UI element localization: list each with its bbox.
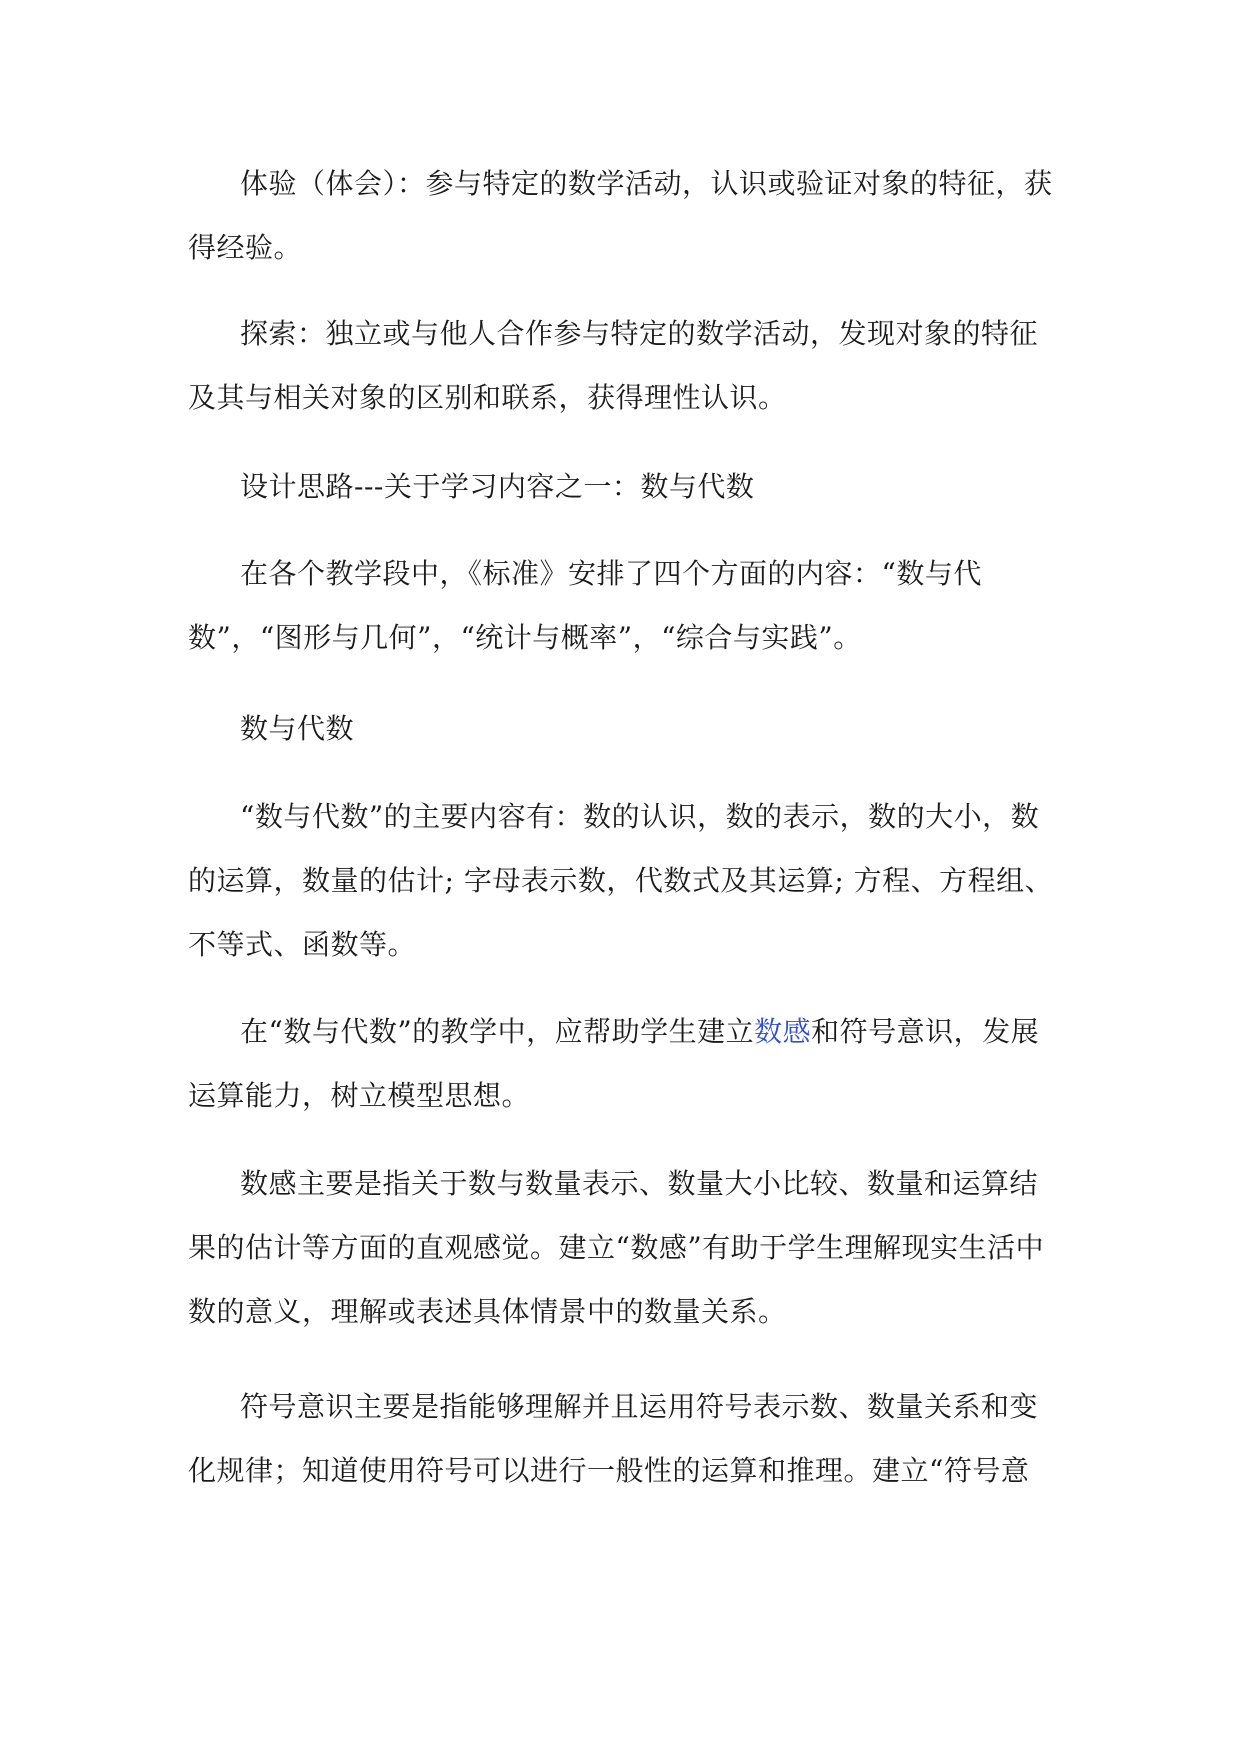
paragraph-design-idea-heading: 设计思路---关于学习内容之一：数与代数 xyxy=(240,470,755,503)
number-sense-link[interactable]: 数感 xyxy=(754,1015,812,1048)
paragraph-symbol-sense: 符号意识主要是指能够理解并且运用符号表示数、数量关系和变化规律；知道使用符号可以进行一般性的运算和推理。建立“符号意 xyxy=(188,1390,1039,1487)
paragraph-number-algebra-content: “数与代数”的主要内容有：数的认识，数的表示，数的大小，数的运算，数量的估计; 字母表示数，代数式及其运算; 方程、方程组、不等式、函数等。 xyxy=(188,800,1054,961)
paragraph-exploration: 探索：独立或与他人合作参与特定的数学活动，发现对象的特征及其与相关对象的区别和联系，获得理性认识。 xyxy=(188,317,1039,414)
paragraph-four-areas: 在各个教学段中，《标准》安排了四个方面的内容：“数与代数”，“图形与几何”，“统计与概率”，“综合与实践”。 xyxy=(188,557,982,654)
paragraph-teaching-goal-after: 和符号意识，发展运算能力，树立模型思想。 xyxy=(188,1015,1040,1112)
paragraph-number-sense: 数感主要是指关于数与数量表示、数量大小比较、数量和运算结果的估计等方面的直观感觉。建立“数感”有助于学生理解现实生活中数的意义，理解或表述具体情景中的数量关系。 xyxy=(188,1167,1045,1328)
paragraph-teaching-goal-before: 在“数与代数”的教学中，应帮助学生建立 xyxy=(240,1015,755,1048)
paragraph-teaching-goal xyxy=(188,1000,1058,1128)
paragraph-experience: 体验（体会）：参与特定的数学活动，认识或验证对象的特征，获得经验。 xyxy=(188,167,1053,264)
paragraph-number-algebra-heading: 数与代数 xyxy=(240,712,355,745)
